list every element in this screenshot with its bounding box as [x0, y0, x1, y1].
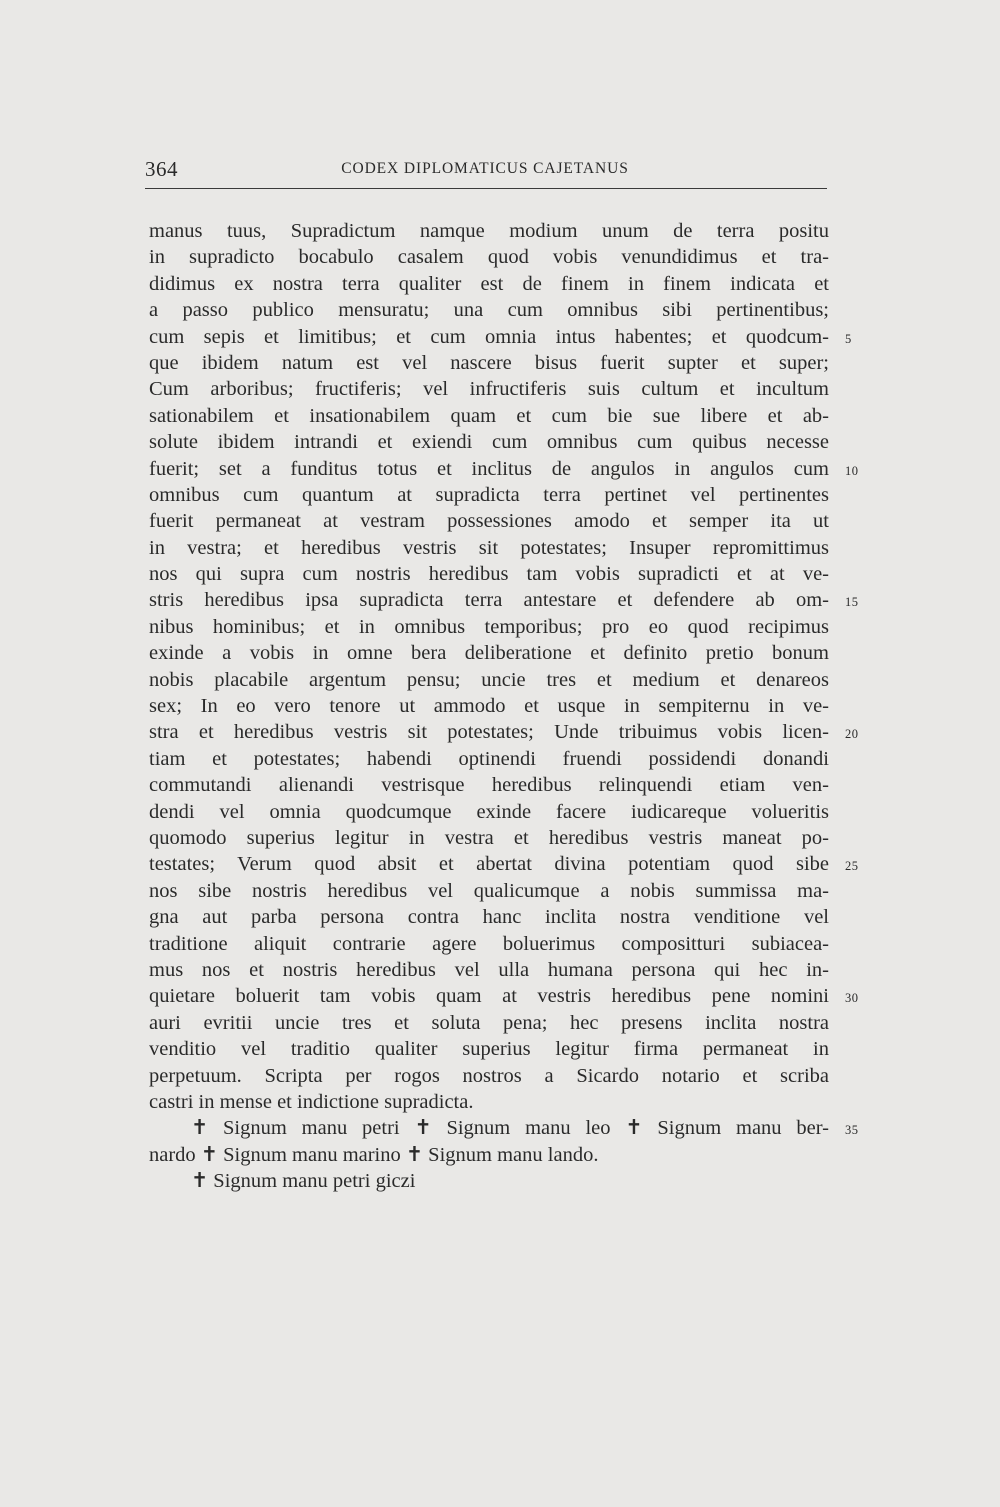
text-line: [149, 957, 829, 983]
text-line: [149, 1036, 829, 1062]
text-line-content: commutandi alienandi vestrisque heredibus relinquendi etiam ven-: [149, 774, 829, 797]
text-line: [149, 1010, 829, 1036]
text-line-content: traditione aliquit contrarie agere boluerimus compositturi subiacea-: [149, 932, 829, 955]
text-line-content: a passo publico mensuratu; una cum omnibus sibi pertinentibus;: [149, 299, 829, 322]
text-line-content: nobis placabile argentum pensu; uncie tres et medium et denareos: [149, 668, 829, 691]
line-number: 35: [845, 1123, 859, 1138]
text-line: [149, 719, 859, 745]
text-line-content: in supradicto bocabulo casalem quod vobis venundidimus et tra-: [149, 246, 829, 269]
text-line-content: nibus hominibus; et in omnibus temporibus; pro eo quod recipimus: [149, 615, 829, 638]
text-line: [149, 350, 829, 376]
text-line: [149, 1168, 829, 1194]
text-line-content: perpetuum. Scripta per rogos nostros a Sicardo notario et scriba: [149, 1064, 829, 1087]
text-line-content: nos sibe nostris heredibus vel qualicumque a nobis summissa ma-: [149, 879, 829, 902]
line-number: 15: [845, 595, 859, 610]
text-line: [149, 614, 829, 640]
text-line-content: Cum arboribus; fructiferis; vel infructiferis suis cultum et incultum: [149, 378, 829, 401]
text-line-content: testates; Verum quod absit et abertat divina potentiam quod sibe: [149, 853, 829, 876]
text-line: [149, 772, 829, 798]
text-line-content: omnibus cum quantum at supradicta terra pertinet vel pertinentes: [149, 483, 829, 506]
text-line-content: nos qui supra cum nostris heredibus tam vobis supradicti et at ve-: [149, 563, 829, 586]
text-line: [149, 746, 829, 772]
text-line: [149, 1115, 859, 1141]
text-line: [149, 983, 859, 1009]
text-line-content: in vestra; et heredibus vestris sit potestates; Insuper repromittimus: [149, 536, 829, 559]
text-line-content: fuerit permaneat at vestram possessiones amodo et semper ita ut: [149, 510, 829, 533]
text-line: [149, 297, 829, 323]
text-line-content: sex; In eo vero tenore ut ammodo et usque in sempiternu in ve-: [149, 695, 829, 718]
text-line: [149, 693, 829, 719]
text-line: [149, 429, 829, 455]
text-line-content: cum sepis et limitibus; et cum omnia intus habentes; et quodcum-: [149, 325, 829, 348]
text-line: [149, 324, 852, 350]
text-line-content: nardo ✝ Signum manu marino ✝ Signum manu lando.: [149, 1143, 599, 1166]
text-line: [149, 456, 859, 482]
text-line-content: ✝ Signum manu petri giczi: [191, 1170, 416, 1193]
text-line: [149, 376, 829, 402]
text-line: [149, 244, 829, 270]
text-line: [149, 218, 829, 244]
line-number: 10: [845, 463, 859, 478]
text-line-content: sationabilem et insationabilem quam et cum bie sue libere et ab-: [149, 404, 829, 427]
text-line-content: stris heredibus ipsa supradicta terra antestare et defendere ab om-: [149, 589, 829, 612]
text-line-content: gna aut parba persona contra hanc inclita nostra venditione vel: [149, 906, 829, 929]
text-line-content: stra et heredibus vestris sit potestates; Unde tribuimus vobis licen-: [149, 721, 829, 744]
text-line: [149, 799, 829, 825]
text-line: [149, 851, 859, 877]
text-line: [149, 271, 829, 297]
text-line-content: venditio vel traditio qualiter superius legitur firma permaneat in: [149, 1038, 829, 1061]
text-line: [149, 640, 829, 666]
text-line: [149, 508, 829, 534]
text-line-content: castri in mense et indictione supradicta.: [149, 1090, 474, 1113]
text-line-content: que ibidem natum est vel nascere bisus fuerit supter et super;: [149, 351, 829, 374]
text-line: [149, 1142, 829, 1168]
text-line: [149, 561, 829, 587]
line-number: 25: [845, 859, 859, 874]
text-line: [149, 535, 829, 561]
text-line: [149, 904, 829, 930]
text-line: [149, 403, 829, 429]
text-line-content: exinde a vobis in omne bera deliberatione et definito pretio bonum: [149, 642, 829, 665]
text-line-content: solute ibidem intrandi et exiendi cum omnibus cum quibus necesse: [149, 431, 829, 454]
text-line: [149, 878, 829, 904]
text-line: [149, 482, 829, 508]
text-line: [149, 825, 829, 851]
page-header: [145, 157, 825, 183]
text-line-content: tiam et potestates; habendi optinendi fruendi possidendi donandi: [149, 747, 829, 770]
running-title: CODEX DIPLOMATICUS CAJETANUS: [341, 160, 629, 177]
line-number: 5: [845, 331, 852, 346]
text-line-content: ✝ Signum manu petri ✝ Signum manu leo ✝ Signum manu ber-: [191, 1117, 829, 1140]
text-line-content: quietare boluerit tam vobis quam at vestris heredibus pene nomini: [149, 985, 829, 1008]
line-number: 30: [845, 991, 859, 1006]
header-rule: [145, 188, 827, 189]
page-number: 364: [145, 157, 178, 181]
text-line-content: dendi vel omnia quodcumque exinde facere iudicareque volueritis: [149, 800, 829, 823]
text-line: [149, 931, 829, 957]
line-number: 20: [845, 727, 859, 742]
text-line: [149, 667, 829, 693]
text-line-content: mus nos et nostris heredibus vel ulla humana persona qui hec in-: [149, 958, 829, 981]
text-line-content: manus tuus, Supradictum namque modium unum de terra positu: [149, 220, 829, 242]
text-line: [149, 587, 859, 613]
text-line-content: fuerit; set a funditus totus et inclitus de angulos in angulos cum: [149, 457, 829, 480]
text-line: [149, 1063, 829, 1089]
document-body: [149, 218, 859, 1194]
text-line-content: auri evritii uncie tres et soluta pena; hec presens inclita nostra: [149, 1011, 829, 1034]
text-line-content: didimus ex nostra terra qualiter est de finem in finem indicata et: [149, 272, 829, 295]
text-line: [149, 1089, 829, 1115]
text-line-content: quomodo superius legitur in vestra et heredibus vestris maneat po-: [149, 826, 829, 849]
